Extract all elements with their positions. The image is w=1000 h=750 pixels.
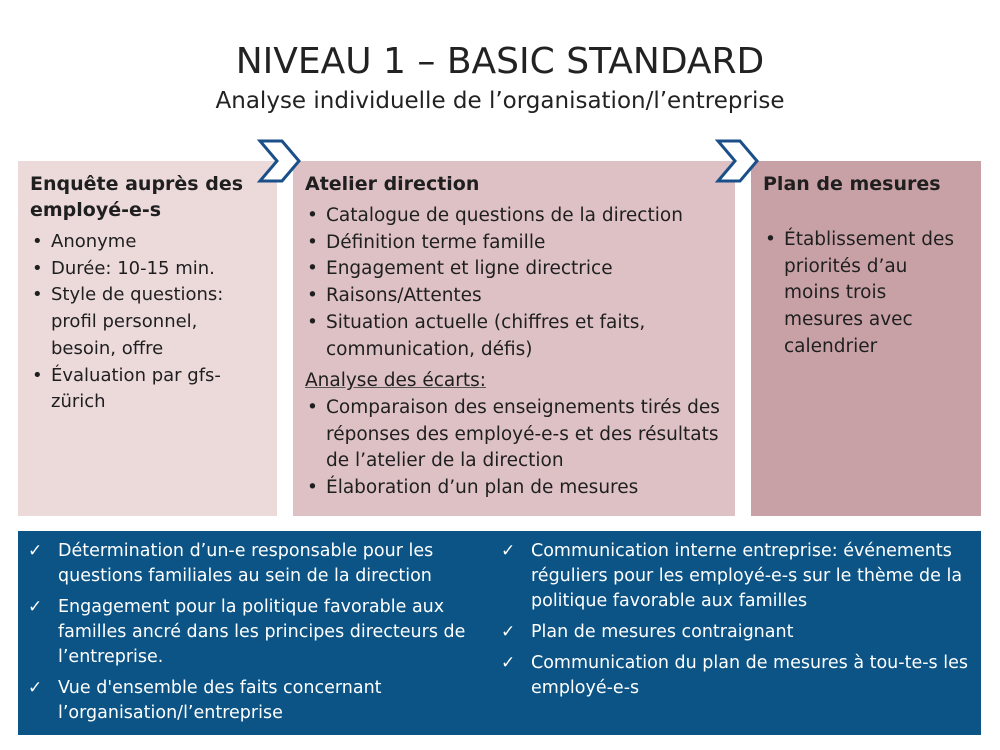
list-item: • Situation actuelle (chiffres et faits, communication, défis) bbox=[305, 310, 723, 363]
checklist-item-text: Communication interne entreprise: événements réguliers pour les employé-e-s sur le thème de la politique favorable aux familles bbox=[531, 541, 963, 611]
gap-analysis-label bbox=[305, 368, 723, 395]
gap-analysis-label-text: Analyse des écarts bbox=[305, 370, 480, 392]
checkmark-icon: ✓ bbox=[28, 541, 43, 561]
checklist-item-text: Plan de mesures contraignant bbox=[531, 622, 794, 642]
gap-analysis-label-suffix: : bbox=[479, 370, 486, 392]
step-survey-list bbox=[30, 229, 265, 416]
step-survey-box bbox=[18, 161, 277, 516]
outcomes-left-column bbox=[28, 539, 498, 732]
list-item: • Engagement et ligne directrice bbox=[305, 256, 723, 283]
list-item: • Style de questions: profil personnel, besoin, offre bbox=[30, 282, 265, 362]
list-item: • Évaluation par gfs-zürich bbox=[30, 363, 265, 416]
checklist-item bbox=[501, 651, 971, 701]
list-item: • Élaboration d’un plan de mesures bbox=[305, 475, 723, 502]
checklist-item-text: Engagement pour la politique favorable aux familles ancré dans les principes directeurs de l’entreprise. bbox=[58, 597, 466, 667]
outcomes-panel bbox=[18, 531, 981, 735]
checklist-item bbox=[501, 620, 971, 645]
checklist-item bbox=[501, 539, 971, 614]
list-item: • Durée: 10-15 min. bbox=[30, 256, 265, 283]
checkmark-icon: ✓ bbox=[28, 597, 43, 617]
step-workshop-list bbox=[305, 203, 723, 363]
checkmark-icon: ✓ bbox=[501, 622, 516, 642]
page-subtitle: Analyse individuelle de l’organisation/l’entreprise bbox=[215, 88, 785, 114]
checkmark-icon: ✓ bbox=[28, 678, 43, 698]
checkmark-icon: ✓ bbox=[501, 541, 516, 561]
list-item: • Anonyme bbox=[30, 229, 265, 256]
chevron-right-icon bbox=[714, 138, 760, 184]
chevron-right-icon bbox=[256, 138, 302, 184]
outcomes-right-column bbox=[501, 539, 971, 707]
step-plan-box bbox=[751, 161, 981, 516]
list-item: • Comparaison des enseignements tirés des réponses des employé-e-s et des résultats de l’atelier de la direction bbox=[305, 395, 723, 475]
step-plan-heading: Plan de mesures bbox=[763, 173, 941, 195]
step-survey-heading: Enquête auprès des employé-e-s bbox=[30, 173, 244, 221]
checklist-item bbox=[28, 539, 498, 589]
step-workshop-heading: Atelier direction bbox=[305, 173, 480, 195]
checklist-item-text: Détermination d’un-e responsable pour les questions familiales au sein de la direction bbox=[58, 541, 434, 586]
step-plan-list bbox=[763, 227, 969, 361]
list-item: • Catalogue de questions de la direction bbox=[305, 203, 723, 230]
checklist-item-text: Vue d'ensemble des faits concernant l’organisation/l’entreprise bbox=[58, 678, 382, 723]
checklist-item bbox=[28, 676, 498, 726]
gap-analysis-list bbox=[305, 395, 723, 502]
list-item: • Définition terme famille bbox=[305, 230, 723, 257]
list-item: • Établissement des priorités d’au moins trois mesures avec calendrier bbox=[763, 227, 969, 361]
page-title: NIVEAU 1 – BASIC STANDARD bbox=[235, 41, 765, 82]
list-item: • Raisons/Attentes bbox=[305, 283, 723, 310]
checklist-item-text: Communication du plan de mesures à tou-te-s les employé-e-s bbox=[531, 653, 968, 698]
step-workshop-box bbox=[293, 161, 735, 516]
checkmark-icon: ✓ bbox=[501, 653, 516, 673]
checklist-item bbox=[28, 595, 498, 670]
